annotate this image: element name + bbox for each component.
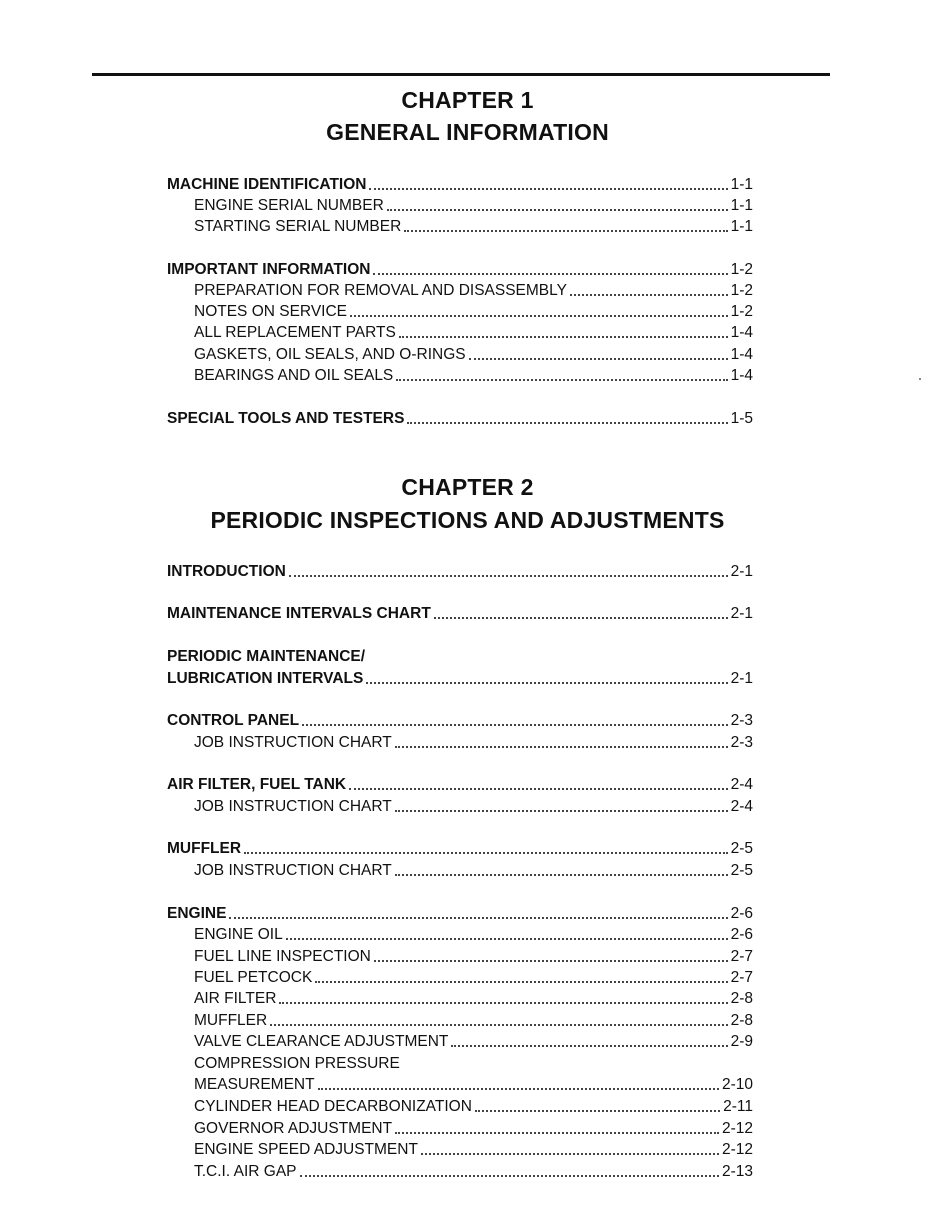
- dot-leader: [570, 294, 728, 296]
- dot-leader: [315, 981, 727, 983]
- toc-entry-page: 1-4: [730, 324, 753, 341]
- toc-entry-title: LUBRICATION INTERVALS: [167, 670, 364, 687]
- toc-subentry[interactable]: [194, 922, 753, 944]
- toc-entry-title: MEASUREMENT: [194, 1076, 315, 1093]
- toc-entry-page: 2-12: [721, 1120, 753, 1137]
- toc-entry-page: 2-1: [730, 563, 753, 580]
- toc-subentry[interactable]: [194, 730, 753, 752]
- toc-entry[interactable]: [167, 666, 753, 688]
- toc-subentry[interactable]: [194, 1051, 753, 1073]
- dot-leader: [229, 917, 727, 919]
- dot-leader: [469, 358, 728, 360]
- toc-entry-title: FUEL PETCOCK: [194, 969, 313, 986]
- toc-entry-page: 2-6: [730, 926, 753, 943]
- dot-leader: [395, 1132, 719, 1134]
- toc-entry-page: 1-2: [730, 261, 753, 278]
- toc-subentry[interactable]: [194, 278, 753, 300]
- toc-entry-title: NOTES ON SERVICE: [194, 303, 348, 320]
- toc-entry-title: FUEL LINE INSPECTION: [194, 948, 371, 965]
- dot-leader: [395, 746, 728, 748]
- toc-entry[interactable]: [167, 836, 753, 858]
- dot-leader: [349, 788, 727, 790]
- toc-subentry[interactable]: [194, 1116, 753, 1138]
- toc-entry-title: MACHINE IDENTIFICATION: [167, 176, 367, 193]
- toc-entry-title: MUFFLER: [194, 1012, 268, 1029]
- toc-entry-page: 1-4: [730, 367, 753, 384]
- toc-entry-page: 2-4: [730, 776, 753, 793]
- toc-subentry[interactable]: [194, 363, 753, 385]
- toc-entry-page: 2-8: [730, 1012, 753, 1029]
- dot-leader: [244, 852, 728, 854]
- toc-entry-page: 1-2: [730, 303, 753, 320]
- toc-entry[interactable]: [167, 901, 753, 923]
- toc-entry-page: 2-1: [730, 605, 753, 622]
- dot-leader: [475, 1110, 720, 1112]
- toc-subentry[interactable]: [194, 1072, 753, 1094]
- toc-entry-page: 2-11: [723, 1098, 753, 1115]
- toc-entry-title: MUFFLER: [167, 840, 242, 857]
- toc-entry-title: T.C.I. AIR GAP: [194, 1163, 297, 1180]
- toc-entry[interactable]: [167, 772, 753, 794]
- dot-leader: [270, 1024, 727, 1026]
- toc-entry-page: 2-12: [721, 1141, 753, 1158]
- toc-entry-title: JOB INSTRUCTION CHART: [194, 862, 392, 879]
- toc-subentry[interactable]: [194, 965, 753, 987]
- toc-entry-page: 2-5: [730, 862, 753, 879]
- dot-leader: [279, 1002, 727, 1004]
- toc-entry-page: 2-3: [730, 712, 753, 729]
- toc-entry[interactable]: [167, 257, 753, 279]
- toc-entry[interactable]: [167, 644, 753, 666]
- toc-entry-title: SPECIAL TOOLS AND TESTERS: [167, 410, 405, 427]
- toc-entry-title: ENGINE OIL: [194, 926, 283, 943]
- toc-entry-page: 1-4: [730, 346, 753, 363]
- toc-subentry[interactable]: [194, 342, 753, 364]
- dot-leader: [300, 1175, 719, 1177]
- toc-entry-page: 1-5: [730, 410, 753, 427]
- toc-entry-title: JOB INSTRUCTION CHART: [194, 734, 392, 751]
- toc-subentry[interactable]: [194, 299, 753, 321]
- toc-entry[interactable]: [167, 708, 753, 730]
- toc-subentry[interactable]: [194, 858, 753, 880]
- dot-leader: [374, 960, 728, 962]
- toc-entry-title: GOVERNOR ADJUSTMENT: [194, 1120, 393, 1137]
- toc-subentry[interactable]: [194, 794, 753, 816]
- toc-entry-title: CONTROL PANEL: [167, 712, 300, 729]
- toc-entry-title: ENGINE SERIAL NUMBER: [194, 197, 384, 214]
- toc-entry-page: 2-7: [730, 948, 753, 965]
- dot-leader: [434, 617, 728, 619]
- toc-entry-page: 1-1: [730, 218, 753, 235]
- dot-leader: [369, 188, 727, 190]
- chapter-1-number: CHAPTER 1: [401, 87, 534, 113]
- top-rule: [92, 73, 830, 76]
- toc-entry-title: ALL REPLACEMENT PARTS: [194, 324, 396, 341]
- toc-entry[interactable]: [167, 406, 753, 428]
- toc-subentry[interactable]: [194, 214, 753, 236]
- toc-entry-title: STARTING SERIAL NUMBER: [194, 218, 402, 235]
- toc-entry[interactable]: [167, 172, 753, 194]
- toc-entry-title: INTRODUCTION: [167, 563, 286, 580]
- toc-subentry[interactable]: [194, 193, 753, 215]
- toc-entry-title: BEARINGS AND OIL SEALS: [194, 367, 394, 384]
- toc-entry-title: PREPARATION FOR REMOVAL AND DISASSEMBLY: [194, 282, 567, 299]
- toc-entry-title: AIR FILTER: [194, 990, 277, 1007]
- dot-leader: [395, 874, 728, 876]
- toc-subentry[interactable]: [194, 1137, 753, 1159]
- dot-leader: [387, 209, 728, 211]
- toc-entry-title: IMPORTANT INFORMATION: [167, 261, 371, 278]
- dot-leader: [366, 682, 727, 684]
- chapter-2-number: CHAPTER 2: [401, 474, 534, 500]
- dot-leader: [395, 810, 728, 812]
- toc-subentry[interactable]: [194, 1159, 753, 1181]
- toc-entry-title: MAINTENANCE INTERVALS CHART: [167, 605, 431, 622]
- scan-mark: [919, 378, 921, 380]
- dot-leader: [396, 379, 727, 381]
- toc-entry-title: ENGINE SPEED ADJUSTMENT: [194, 1141, 418, 1158]
- dot-leader: [407, 422, 727, 424]
- toc-entry-title: GASKETS, OIL SEALS, AND O-RINGS: [194, 346, 466, 363]
- chapter-2-title: PERIODIC INSPECTIONS AND ADJUSTMENTS: [210, 507, 725, 533]
- toc-entry-page: 2-13: [721, 1163, 753, 1180]
- toc-entry-page: 1-2: [730, 282, 753, 299]
- dot-leader: [302, 724, 728, 726]
- toc-subentry[interactable]: [194, 1029, 753, 1051]
- dot-leader: [373, 273, 727, 275]
- dot-leader: [421, 1153, 719, 1155]
- toc-entry-title: PERIODIC MAINTENANCE/: [167, 648, 366, 665]
- toc-entry-page: 2-6: [730, 905, 753, 922]
- toc-entry-page: 2-8: [730, 990, 753, 1007]
- chapter-1-title: GENERAL INFORMATION: [326, 119, 609, 145]
- toc-entry-page: 2-4: [730, 798, 753, 815]
- toc-subentry[interactable]: [194, 986, 753, 1008]
- dot-leader: [286, 938, 728, 940]
- dot-leader: [289, 575, 728, 577]
- toc-entry-page: 2-3: [730, 734, 753, 751]
- toc-entry-title: COMPRESSION PRESSURE: [194, 1055, 400, 1072]
- dot-leader: [399, 336, 728, 338]
- toc-entry-title: JOB INSTRUCTION CHART: [194, 798, 392, 815]
- toc-entry-page: 1-1: [730, 197, 753, 214]
- toc-entry-page: 2-9: [730, 1033, 753, 1050]
- dot-leader: [404, 230, 727, 232]
- toc-entry-title: VALVE CLEARANCE ADJUSTMENT: [194, 1033, 449, 1050]
- toc-entry-title: ENGINE: [167, 905, 227, 922]
- toc-entry-title: AIR FILTER, FUEL TANK: [167, 776, 347, 793]
- toc-entry-page: 2-7: [730, 969, 753, 986]
- toc-subentry[interactable]: [194, 944, 753, 966]
- toc-subentry[interactable]: [194, 1008, 753, 1030]
- toc-entry[interactable]: [167, 559, 753, 581]
- dot-leader: [451, 1045, 727, 1047]
- toc-entry-page: 2-10: [721, 1076, 753, 1093]
- toc-entry[interactable]: [167, 601, 753, 623]
- toc-entry-page: 1-1: [730, 176, 753, 193]
- toc-subentry[interactable]: [194, 1094, 753, 1116]
- dot-leader: [318, 1088, 719, 1090]
- toc-entry-title: CYLINDER HEAD DECARBONIZATION: [194, 1098, 472, 1115]
- dot-leader: [350, 315, 728, 317]
- toc-entry-page: 2-1: [730, 670, 753, 687]
- toc-subentry[interactable]: [194, 320, 753, 342]
- toc-entry-page: 2-5: [730, 840, 753, 857]
